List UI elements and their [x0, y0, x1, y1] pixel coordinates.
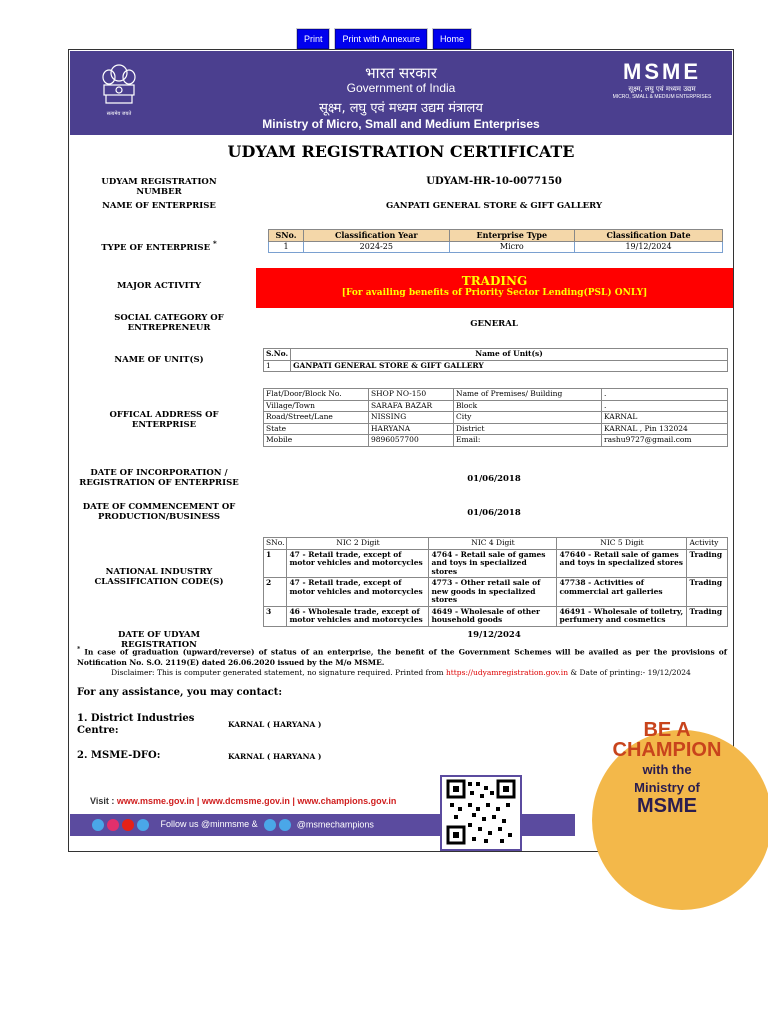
banner-english-2: Ministry of Micro, Small and Medium Enterprises: [262, 117, 540, 131]
nic-header: SNo.: [264, 538, 287, 550]
top-buttons: [0, 29, 768, 49]
type-label-text: TYPE OF ENTERPRISE: [101, 242, 211, 253]
note-text: In case of graduation (upward/reverse) of status of an enterprise, the benefit of the Government Schemes will be availed as per the provisions of Notification No. S.O. 2119(E) dated 26.06.2020 issued by the M/o MSME.: [77, 647, 727, 667]
major-activity-box: [256, 268, 733, 308]
enterprise-name-label: NAME OF ENTERPRISE: [102, 201, 216, 211]
qr-code-icon: [442, 777, 520, 849]
addr-cell: State: [264, 423, 369, 435]
addr-cell: SARAFA BAZAR: [369, 400, 454, 412]
facebook-icon[interactable]: [264, 819, 276, 831]
addr-cell: HARYANA: [369, 423, 454, 435]
msme-logo-text: MSME: [623, 59, 701, 84]
champion-line-1: BE A: [643, 719, 691, 741]
addr-cell: Mobile: [264, 435, 369, 447]
certificate-title: UDYAM REGISTRATION CERTIFICATE: [227, 142, 575, 161]
reg-number-value: UDYAM-HR-10-0077150: [426, 176, 562, 187]
table-row: [264, 423, 728, 435]
classification-table: [268, 229, 723, 253]
nic-cell: Trading: [687, 578, 728, 607]
nic-cell: 46 - Wholesale trade, except of motor vehicles and motorcycles: [287, 606, 429, 626]
dic-label: 1. District Industries Centre:: [77, 713, 195, 736]
table-row: [264, 389, 728, 401]
msme-logo: [612, 59, 712, 109]
addr-cell: Road/Street/Lane: [264, 412, 369, 424]
social-category-value: GENERAL: [470, 319, 518, 329]
units-label: NAME OF UNIT(S): [114, 355, 204, 365]
udyam-date-value: 19/12/2024: [467, 630, 521, 640]
footer-banner: [70, 710, 732, 850]
twitter-icon[interactable]: [279, 819, 291, 831]
nic-header: NIC 2 Digit: [287, 538, 429, 550]
cls-header-sno: SNo.: [269, 230, 304, 242]
follow-text: Follow us @minmsme &: [160, 819, 258, 830]
dfo-value: KARNAL ( HARYANA ): [228, 752, 322, 761]
enterprise-name-value: GANPATI GENERAL STORE & GIFT GALLERY: [385, 201, 603, 211]
cls-header-date: Classification Date: [575, 230, 723, 242]
qr-code: [440, 775, 522, 851]
print-annexure-button[interactable]: Print with Annexure: [335, 29, 427, 49]
nic-cell: 4649 - Wholesale of other household goods: [429, 606, 557, 626]
addr-cell: .: [602, 400, 728, 412]
cls-cell: Micro: [449, 241, 574, 253]
visit-sites[interactable]: www.msme.gov.in | www.dcmsme.gov.in | www.champions.gov.in: [116, 796, 397, 806]
disclaimer: [69, 668, 733, 677]
major-activity-note: [For availing benefits of Priority Sector Lending(PSL) ONLY]: [341, 288, 648, 298]
major-activity-label: MAJOR ACTIVITY: [116, 281, 202, 291]
nic-cell: 4773 - Other retail sale of new goods in specialized stores: [429, 578, 557, 607]
addr-cell: District: [454, 423, 602, 435]
nic-label: NATIONAL INDUSTRY CLASSIFICATION CODE(S): [94, 567, 224, 587]
banner-english-1: Government of India: [346, 81, 456, 95]
major-activity-value: TRADING: [461, 274, 528, 288]
banner-hindi-2: सूक्ष्म, लघु एवं मध्यम उद्यम मंत्रालय: [319, 101, 483, 116]
cls-cell: 2024-25: [304, 241, 450, 253]
table-row: [264, 578, 728, 607]
nic-cell: 47738 - Activities of commercial art galleries: [557, 578, 687, 607]
facebook-icon[interactable]: [92, 819, 104, 831]
social-icons: [92, 819, 374, 831]
nic-header: NIC 5 Digit: [557, 538, 687, 550]
champion-text: [602, 720, 732, 816]
nic-cell: Trading: [687, 549, 728, 578]
addr-cell: .: [602, 389, 728, 401]
print-button[interactable]: Print: [297, 29, 330, 49]
units-cell: 1: [264, 360, 291, 372]
commencement-value: 01/06/2018: [467, 508, 521, 518]
visit-prefix: Visit :: [90, 796, 117, 806]
incorporation-value: 01/06/2018: [467, 474, 521, 484]
table-row: [269, 241, 723, 253]
nic-cell: 47640 - Retail sale of games and toys in specialized stores: [557, 549, 687, 578]
msme-logo-sub: MICRO, SMALL & MEDIUM ENTERPRISES: [612, 94, 712, 100]
addr-cell: Block: [454, 400, 602, 412]
addr-cell: 9896057700: [369, 435, 454, 447]
nic-cell: 3: [264, 606, 287, 626]
nic-header-row: [264, 538, 728, 550]
table-row: [264, 412, 728, 424]
champion-line-4: Ministry of: [634, 780, 700, 795]
cls-header-year: Classification Year: [304, 230, 450, 242]
twitter-icon[interactable]: [137, 819, 149, 831]
nic-header: NIC 4 Digit: [429, 538, 557, 550]
udyam-link[interactable]: https://udyamregistration.gov.in: [445, 668, 569, 677]
nic-cell: 2: [264, 578, 287, 607]
champion-line-2: CHAMPION: [612, 739, 722, 761]
champion-line-5: MSME: [637, 795, 697, 817]
champion-line-3: with the: [642, 762, 692, 777]
header-banner: [70, 51, 732, 135]
nic-cell: Trading: [687, 606, 728, 626]
addr-cell: KARNAL: [602, 412, 728, 424]
assistance-heading: For any assistance, you may contact:: [77, 687, 283, 698]
nic-header: Activity: [687, 538, 728, 550]
nic-cell: 1: [264, 549, 287, 578]
table-row: [264, 606, 728, 626]
nic-cell: 46491 - Wholesale of toiletry, perfumery and cosmetics: [557, 606, 687, 626]
address-table: [263, 388, 728, 447]
commencement-label: DATE OF COMMENCEMENT OF PRODUCTION/BUSINESS: [82, 502, 236, 522]
reg-number-label: UDYAM REGISTRATION NUMBER: [101, 177, 217, 197]
cls-header-type: Enterprise Type: [449, 230, 574, 242]
champions-handle: @msmechampions: [296, 819, 374, 830]
youtube-icon[interactable]: [122, 819, 134, 831]
msme-logo-hindi: सूक्ष्म, लघु एवं मध्यम उद्यम: [628, 85, 696, 93]
units-header-row: [264, 349, 728, 361]
addr-cell: rashu9727@gmail.com: [602, 435, 728, 447]
type-label: [79, 239, 239, 253]
banner-hindi-1: भारत सरकार: [365, 64, 437, 82]
note-star: *: [77, 646, 81, 653]
nic-cell: 47 - Retail trade, except of motor vehicles and motorcycles: [287, 578, 429, 607]
addr-cell: SHOP NO-150: [369, 389, 454, 401]
incorporation-label: DATE OF INCORPORATION / REGISTRATION OF ENTERPRISE: [79, 468, 239, 488]
type-star: *: [213, 239, 217, 248]
address-label: OFFICAL ADDRESS OF ENTERPRISE: [109, 410, 219, 430]
nic-cell: 4764 - Retail sale of games and toys in specialized stores: [429, 549, 557, 578]
dfo-label: 2. MSME-DFO:: [77, 750, 161, 761]
addr-cell: Name of Premises/ Building: [454, 389, 602, 401]
certificate: [68, 49, 734, 852]
table-row: [264, 435, 728, 447]
disclaimer-suffix: & Date of printing:- 19/12/2024: [568, 668, 691, 677]
table-row: [264, 400, 728, 412]
units-header-name: Name of Unit(s): [291, 349, 728, 361]
instagram-icon[interactable]: [107, 819, 119, 831]
disclaimer-prefix: Disclaimer: This is computer generated statement, no signature required. Printed from: [111, 668, 446, 677]
units-cell: GANPATI GENERAL STORE & GIFT GALLERY: [291, 360, 728, 372]
visit-line: [90, 796, 396, 806]
cls-cell: 1: [269, 241, 304, 253]
home-button[interactable]: Home: [433, 29, 471, 49]
addr-cell: NISSING: [369, 412, 454, 424]
addr-cell: Village/Town: [264, 400, 369, 412]
table-row: [264, 360, 728, 372]
graduation-note: [77, 645, 727, 668]
nic-table: [263, 537, 728, 627]
units-header-sno: S.No.: [264, 349, 291, 361]
classification-header-row: [269, 230, 723, 242]
cls-cell: 19/12/2024: [575, 241, 723, 253]
table-row: [264, 549, 728, 578]
units-table: [263, 348, 728, 372]
nic-cell: 47 - Retail trade, except of motor vehicles and motorcycles: [287, 549, 429, 578]
emblem-caption: सत्यमेव जयते: [106, 111, 132, 117]
udyam-date-label: DATE OF UDYAM REGISTRATION: [118, 630, 200, 650]
social-category-label: SOCIAL CATEGORY OF ENTREPRENEUR: [114, 313, 224, 333]
addr-cell: Flat/Door/Block No.: [264, 389, 369, 401]
addr-cell: City: [454, 412, 602, 424]
dic-value: KARNAL ( HARYANA ): [228, 720, 322, 729]
be-a-champion-graphic: [592, 710, 732, 850]
addr-cell: KARNAL , Pin 132024: [602, 423, 728, 435]
addr-cell: Email:: [454, 435, 602, 447]
